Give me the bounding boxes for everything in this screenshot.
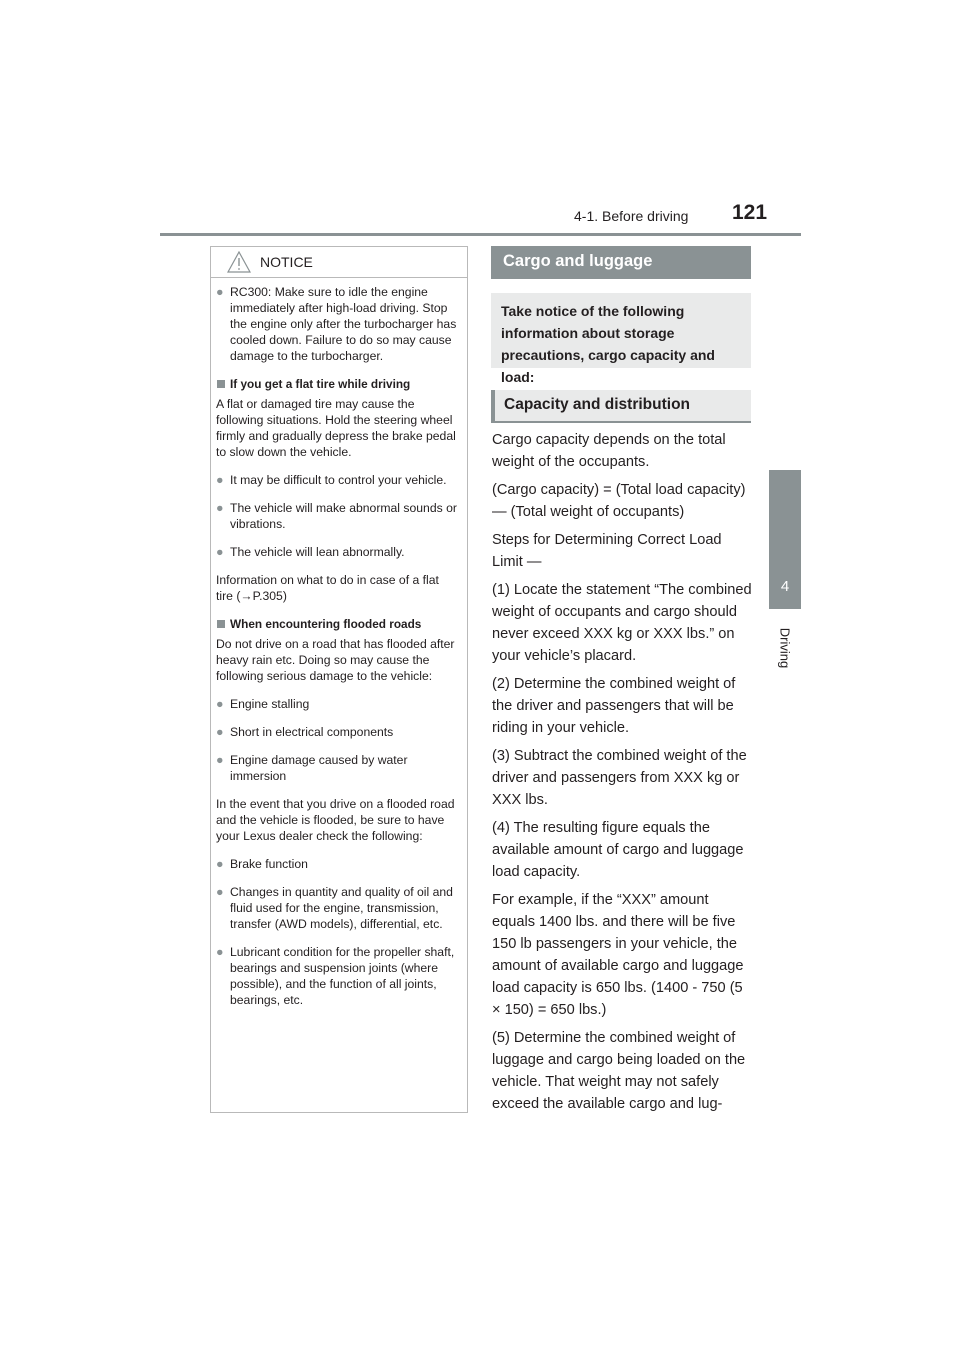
notice-paragraph: A flat or damaged tire may cause the following situations. Hold the steering wheel firmly and gradually depress the brake pedal to slow down the vehicle. (216, 397, 456, 459)
notice-bullet (216, 544, 459, 560)
notice-box (210, 246, 468, 1113)
body-paragraph: (Cargo capacity) = (Total load capacity) — (Total weight of occupants) (492, 482, 746, 520)
subheading-text: If you get a flat tire while driving (230, 377, 411, 391)
page-number: 121 (732, 201, 768, 224)
square-bullet-icon (217, 620, 225, 628)
bullet-dot-icon: ● (216, 945, 224, 959)
bullet-dot-icon: ● (216, 501, 224, 515)
notice-subheading (216, 376, 459, 392)
body-paragraph: For example, if the “XXX” amount equals 1400 lbs. and there will be five 150 lb passengers in your vehicle, the amount of available cargo and luggage load capacity is 650 lbs. (1400 - 750 (5 × 150) = 650 lbs.) (492, 892, 744, 1018)
square-bullet-icon (217, 380, 225, 388)
notice-paragraph: Do not drive on a road that has flooded after heavy rain etc. Doing so may cause the following serious damage to the vehicle: (216, 637, 455, 683)
chapter-tab-number: 4 (780, 578, 790, 595)
bullet-text: Lubricant condition for the propeller shaft, bearings and suspension joints (where possible), and the function of all joints, bearings, etc. (230, 945, 455, 1007)
body-paragraph: (5) Determine the combined weight of luggage and cargo being loaded on the vehicle. That weight may not safely exceed the available cargo and lug- (492, 1030, 746, 1112)
bullet-text: Brake function (230, 857, 308, 871)
notice-bullet (216, 944, 459, 1008)
intro-text: Take notice of the following information about storage precautions, cargo capacity and load: (501, 303, 715, 385)
body-paragraph: (2) Determine the combined weight of the driver and passengers that will be riding in your vehicle. (492, 676, 736, 736)
warning-triangle-icon (227, 251, 251, 273)
bullet-dot-icon: ● (216, 753, 224, 767)
body-paragraph: (1) Locate the statement “The combined weight of occupants and cargo should never exceed XXX kg or XXX lbs.” on your vehicle’s placard. (492, 582, 752, 664)
chapter-tab-label-wrap (768, 618, 802, 678)
bullet-dot-icon: ● (216, 697, 224, 711)
bullet-dot-icon: ● (216, 885, 224, 899)
body-paragraph: Steps for Determining Correct Load Limit — (492, 532, 722, 570)
notice-bullet (216, 724, 459, 740)
header-rule (160, 233, 801, 236)
bullet-text: Changes in quantity and quality of oil and fluid used for the engine, transmission, transfer (AWD models), differential, etc. (230, 885, 453, 931)
subsection-title: Capacity and distribution (504, 396, 691, 413)
intro-box (491, 293, 751, 385)
chapter-tab-label: Driving (777, 627, 793, 669)
bullet-dot-icon: ● (216, 857, 224, 871)
bullet-dot-icon: ● (216, 725, 224, 739)
notice-bullet (216, 500, 459, 532)
notice-subheading (216, 616, 459, 632)
body-paragraph: Cargo capacity depends on the total weight of the occupants. (492, 432, 726, 470)
bullet-dot-icon: ● (216, 473, 224, 487)
notice-bullet (216, 472, 459, 488)
notice-bullet (216, 284, 459, 364)
section-heading-bar (491, 246, 751, 279)
notice-bullet (216, 884, 459, 932)
body-paragraph: (3) Subtract the combined weight of the driver and passengers from XXX kg or XXX lbs. (492, 748, 747, 808)
bullet-dot-icon: ● (216, 545, 224, 559)
bullet-text: It may be difficult to control your vehicle. (230, 473, 447, 487)
subsection-heading (491, 390, 751, 423)
bullet-text: Engine damage caused by water immersion (230, 753, 408, 783)
notice-body (211, 278, 467, 1008)
notice-bullet (216, 752, 459, 784)
page-reference[interactable]: Information on what to do in case of a flat tire (→P.305) (216, 573, 439, 603)
body-text-column (492, 429, 754, 1121)
bullet-text: RC300: Make sure to idle the engine immediately after high-load driving. Stop the engine only after the turbocharger has cooled down. Failure to do so may cause damage to the turbocharger. (230, 285, 457, 363)
bullet-text: The vehicle will make abnormal sounds or vibrations. (230, 501, 457, 531)
notice-bullet (216, 696, 459, 712)
notice-bullet (216, 856, 459, 872)
notice-title: NOTICE (260, 254, 313, 270)
bullet-text: Engine stalling (230, 697, 310, 711)
notice-paragraph: In the event that you drive on a flooded road and the vehicle is flooded, be sure to have your Lexus dealer check the following: (216, 797, 455, 843)
body-paragraph: (4) The resulting figure equals the available amount of cargo and luggage load capacity. (492, 820, 744, 880)
bullet-text: Short in electrical components (230, 725, 394, 739)
notice-header (211, 247, 467, 278)
header-section-title: 4-1. Before driving (574, 208, 689, 224)
bullet-dot-icon: ● (216, 285, 224, 299)
section-title: Cargo and luggage (503, 252, 653, 270)
bullet-text: The vehicle will lean abnormally. (230, 545, 405, 559)
subheading-text: When encountering flooded roads (230, 617, 422, 631)
